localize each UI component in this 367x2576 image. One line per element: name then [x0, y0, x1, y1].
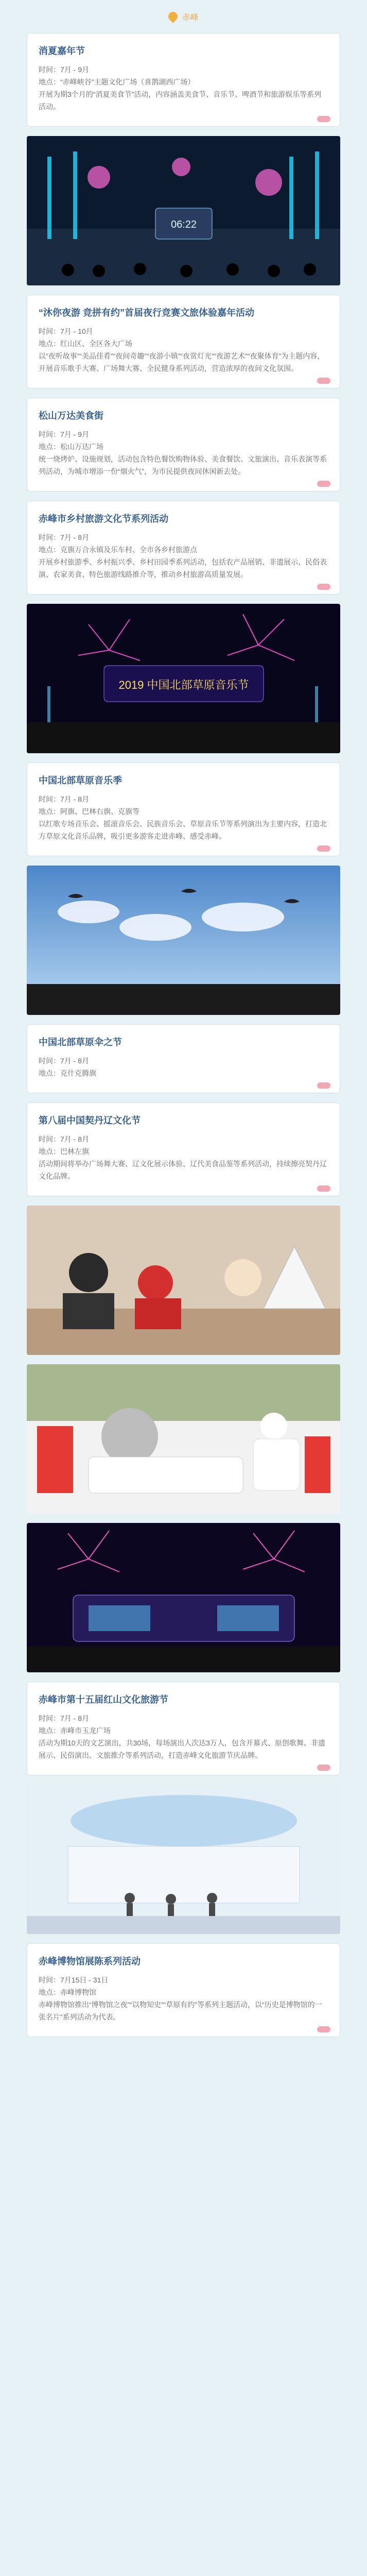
night-street-image — [27, 136, 340, 285]
event-card — [27, 295, 340, 388]
corner-badge — [317, 845, 330, 852]
corner-badge — [317, 1185, 330, 1192]
kids-craft-image — [27, 1206, 340, 1355]
event-card — [27, 33, 340, 127]
event-location: 地点：红山区、全区各大广场 — [39, 340, 132, 348]
event-time: 时间：7月 - 9月 — [39, 430, 90, 438]
photo-banner: 2019 中国北部草原音乐节 — [118, 679, 249, 691]
event-title: 松山万达美食街 — [39, 411, 103, 421]
event-title: 消夏嘉年节 — [39, 46, 85, 56]
corner-badge — [317, 1765, 330, 1771]
corner-badge — [317, 481, 330, 487]
photo-fireworks-stage-show — [27, 1523, 340, 1672]
event-title: 赤峰市第十五届红山文化旅游节 — [39, 1694, 168, 1705]
event-time: 时间：7月 - 9月 — [39, 65, 90, 74]
event-title: 第八届中国契丹辽文化节 — [39, 1115, 141, 1126]
event-description: 开展为期3个月的“消夏美食节”活动，内容涵盖美食节、音乐节、啤酒节和旅游娱乐等系列活动。 — [39, 90, 322, 111]
food-stall-image — [27, 1364, 340, 1514]
photo-night-street-festival — [27, 136, 340, 285]
event-description: 以“夜听故事”“美品佳肴”“夜间奇趣”“夜游小镇”“夜赏灯光”“夜游艺术”“夜聚体育”为主题内容，开展音乐歌手大赛、广场舞大赛、全民健身系列活动，营造浓厚的夜间文化氛围。 — [39, 352, 325, 372]
city-header — [0, 0, 367, 33]
event-time: 时间：7月 - 8月 — [39, 1135, 90, 1143]
event-location: 地点：克什克腾旗 — [39, 1069, 96, 1077]
event-location: 地点：松山万达广场 — [39, 443, 103, 451]
event-description: 开展乡村旅游季、乡村振兴季、乡村田园季系列活动，包括农产品展销、非遗展示、民俗表演、农家美食、特色旅游线路推介等，推动乡村旅游高质量发展。 — [39, 558, 327, 579]
event-title: 中国北部草原音乐季 — [39, 775, 122, 786]
event-card — [27, 398, 340, 492]
photo-food-stall-chef — [27, 1364, 340, 1514]
event-title: 赤峰市乡村旅游文化节系列活动 — [39, 514, 168, 524]
photo-museum-hall — [27, 1785, 340, 1934]
event-location: 地点：赤峰市玉龙广场 — [39, 1726, 111, 1735]
paragliding-image — [27, 866, 340, 1015]
event-title: 赤峰博物馆展陈系列活动 — [39, 1956, 141, 1967]
event-description: 统一烧烤炉、设施规划，活动包含特色餐饮购物体验、美食餐饮、文旅演出、音乐表演等系列活动，为城市增添一份“烟火气”，为市民提供夜间休闲新去处。 — [39, 455, 327, 476]
event-time: 时间：7月15日 - 31日 — [39, 1976, 109, 1984]
event-description: 赤峰博物馆推出“博物馆之夜”“以物知史”“草原有约”等系列主题活动，以“历史是博物馆的一张名片”系列活动为代表。 — [39, 2001, 322, 2021]
event-location: 地点：“赤峰峡谷”主题文化广场（喜鹊湖西广场） — [39, 78, 195, 86]
event-time: 时间：7月 - 8月 — [39, 1057, 90, 1065]
event-card — [27, 1943, 340, 2037]
photo-paragliding-sky — [27, 866, 340, 1015]
event-card — [27, 762, 340, 856]
event-description: 以红歌专场音乐会、摇滚音乐会、民族音乐会、草原音乐节等系列演出为主要内容，打造北方草原文化音乐品牌，吸引更多游客走进赤峰、感受赤峰。 — [39, 820, 327, 840]
event-time: 时间：7月 - 8月 — [39, 1714, 90, 1722]
event-time: 时间：7月 - 8月 — [39, 533, 90, 541]
location-pin-icon — [167, 10, 180, 23]
event-card — [27, 501, 340, 595]
concert-image — [27, 604, 340, 753]
event-card — [27, 1682, 340, 1775]
event-description: 活动为期10天的文艺演出，共30场，每场演出人次达3万人，包含开幕式、原创歌舞、非遗展示、民俗演出、文旅推介等系列活动，打造赤峰文化旅游节庆品牌。 — [39, 1739, 325, 1759]
event-title: 中国北部草原伞之节 — [39, 1037, 122, 1047]
event-card — [27, 1024, 340, 1093]
corner-badge — [317, 378, 330, 384]
event-location: 地点：赤峰博物馆 — [39, 1988, 96, 1996]
photo-kids-craft-event — [27, 1206, 340, 1355]
event-location: 地点：阿旗、巴林右旗、克旗等 — [39, 807, 139, 816]
museum-hall-image — [27, 1785, 340, 1934]
event-time: 时间：7月 - 10月 — [39, 327, 93, 335]
event-location: 地点：克旗万合永镇及乐车村、全市各乡村旅游点 — [39, 546, 197, 554]
photo-concert-fireworks-stage — [27, 604, 340, 753]
corner-badge — [317, 116, 330, 122]
photo-clock: 06:22 — [170, 219, 197, 230]
event-location: 地点：巴林左旗 — [39, 1147, 89, 1156]
event-description: 活动期间将举办广场舞大赛、辽文化展示体验、辽代美食品鉴等系列活动，持续擦亮契丹辽文化品牌。 — [39, 1160, 327, 1180]
fireworks-stage-image — [27, 1523, 340, 1672]
corner-badge — [317, 1082, 330, 1089]
corner-badge — [317, 2026, 330, 2032]
corner-badge — [317, 584, 330, 590]
event-time: 时间：7月 - 8月 — [39, 795, 90, 803]
city-name: 赤峰 — [182, 13, 199, 22]
event-card — [27, 1103, 340, 1196]
event-title: “沐你夜游 竞拼有约”首届夜行竞赛文旅体验嘉年活动 — [39, 308, 254, 318]
